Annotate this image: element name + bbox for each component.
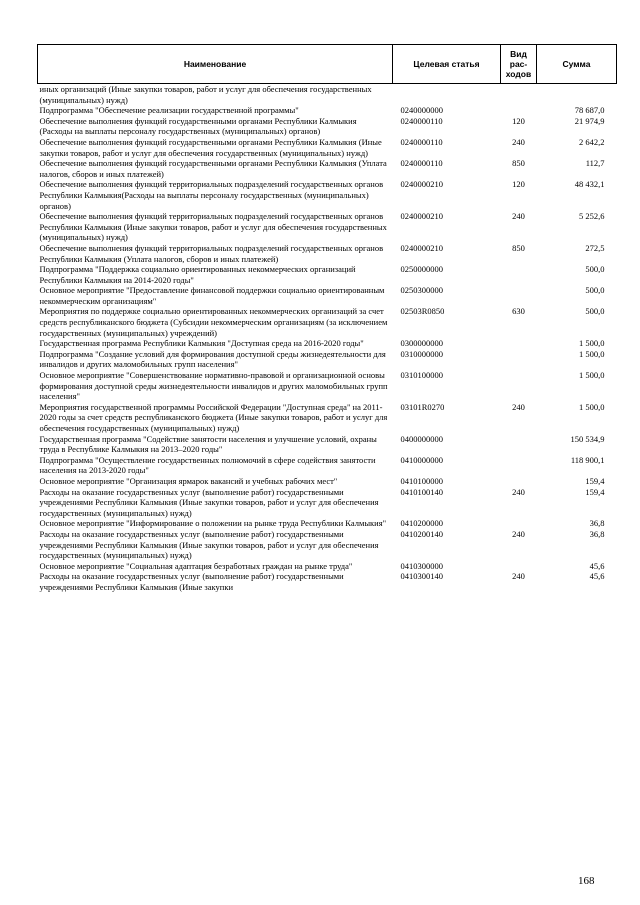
row-amount: 1 500,0: [579, 370, 605, 381]
row-amount: 1 500,0: [579, 338, 605, 349]
row-target-article: 0240000210: [400, 179, 443, 190]
row-expense-kind: [501, 455, 537, 476]
row-expense-kind: [501, 349, 537, 370]
row-expense-kind: 240: [512, 528, 525, 539]
row-amount: 36,8: [589, 518, 605, 529]
row-name: Мероприятия государственной программы Российской Федерации "Доступная среда" на 2011-2020 годы за счет средств республиканского бюджета (Иные закупки товаров, работ и услуг для обеспечения государственных (муниципальных) нужд): [39, 401, 388, 433]
row-expense-kind: 630: [512, 306, 525, 317]
row-name: Обеспечение выполнения функций государственными органами Республики Калмыкия (Уплата налогов, сборов и иных платежей): [39, 158, 387, 179]
row-name: Расходы на оказание государственных услуг (выполнение работ) государственными учреждениями Республики Калмыкия (Иные закупки: [39, 571, 344, 592]
row-amount: 2 642,2: [579, 136, 605, 147]
table-row: [38, 529, 617, 561]
row-target-article: 0250300000: [400, 285, 443, 296]
header-amount: Сумма: [537, 45, 617, 84]
row-expense-kind: [501, 264, 537, 285]
row-target-article: 0410000000: [400, 454, 443, 465]
table-row: [38, 264, 617, 285]
row-target-article: 0310100000: [400, 370, 443, 381]
table-row: [38, 338, 617, 349]
table-row: [38, 434, 617, 455]
table-row: [38, 105, 617, 116]
table-row: [38, 476, 617, 487]
row-name: Подпрограмма "Создание условий для формирования доступной среды жизнедеятельности для инвалидов и других маломобильных групп населения": [39, 348, 386, 370]
row-amount: 112,7: [585, 158, 605, 169]
row-name: Обеспечение выполнения функций территориальных подразделений государственных органов Республики Калмыкия(Расходы на выплаты персоналу государственных (муниципальных) органов): [39, 179, 384, 211]
row-target-article: 0300000000: [400, 338, 443, 349]
table-row: [38, 179, 617, 211]
table-row: [38, 370, 617, 402]
row-amount: [537, 84, 617, 106]
row-amount: 500,0: [585, 264, 605, 275]
row-target-article: 0410300140: [400, 571, 443, 582]
row-expense-kind: [501, 434, 537, 455]
row-expense-kind: [501, 84, 537, 106]
row-name: Расходы на оказание государственных услуг (выполнение работ) государственными учреждениями Республики Калмыкия (Иные закупки товаров, работ и услуг для обеспечения государственных (муниципальных) нужд): [39, 486, 379, 518]
table-row: [38, 306, 617, 338]
row-amount: 21 974,9: [574, 115, 605, 126]
row-target-article: 0240000000: [400, 105, 443, 116]
row-expense-kind: 240: [512, 211, 525, 222]
row-expense-kind: 120: [512, 115, 525, 126]
row-expense-kind: [501, 518, 537, 529]
row-target-article: 0250000000: [400, 264, 443, 275]
row-expense-kind: [501, 370, 537, 402]
row-name: Мероприятия по поддержке социально ориентированных некоммерческих организаций за счет средств республиканского бюджета (Субсидии некоммерческим организациям (за исключением государственных (муниципальных) учреждений): [39, 306, 388, 338]
row-name: Государственная программа "Содействие занятости населения и улучшение условий, охраны труда в Республике Калмыкия на 2013–2020 годы": [39, 433, 377, 455]
table-row: [38, 84, 617, 106]
row-amount: 5 252,6: [579, 211, 605, 222]
row-name: Обеспечение выполнения функций государственными органами Республики Калмыкия (Иные закупки товаров, работ и услуг для обеспечения государственных (муниципальных) нужд): [39, 136, 382, 158]
table-row: [38, 158, 617, 179]
table-row: [38, 518, 617, 529]
row-name: иных организаций (Иные закупки товаров, работ и услуг для обеспечения государственных (муниципальных) нужд): [39, 84, 372, 105]
row-name: Основное мероприятие "Совершенствование нормативно-правовой и организационной основы формирования доступной среды жизнедеятельности инвалидов и других маломобильных групп населения": [39, 370, 388, 402]
row-amount: 150 534,9: [570, 433, 605, 444]
row-target-article: 03101R0270: [400, 401, 445, 412]
row-amount: 118 900,1: [570, 454, 605, 465]
budget-table-sheet: [37, 44, 616, 593]
row-name: Подпрограмма "Осуществление государственных полномочий в сфере содействия занятости населения на 2013-2020 годы": [39, 454, 376, 476]
row-target-article: 0240000110: [400, 158, 443, 169]
table-row: [38, 349, 617, 370]
row-target-article: 02503R0850: [400, 306, 445, 317]
row-expense-kind: [501, 285, 537, 306]
table-row: [38, 243, 617, 264]
row-target-article: 0410300000: [400, 560, 443, 571]
row-name: Подпрограмма "Обеспечение реализации государственной программы": [39, 105, 299, 116]
row-expense-kind: 240: [512, 486, 525, 497]
row-amount: 1 500,0: [579, 348, 605, 359]
row-target-article: 0310000000: [400, 348, 443, 359]
row-target-article: 0240000210: [400, 242, 443, 253]
row-amount: 36,8: [589, 528, 605, 539]
row-name: Основное мероприятие "Социальная адаптация безработных граждан на рынке труда": [39, 560, 353, 571]
row-target-article: 0240000110: [400, 136, 443, 147]
row-target-article: 0410100000: [400, 475, 443, 486]
page-number: 168: [578, 875, 595, 887]
row-amount: 45,6: [589, 560, 605, 571]
row-amount: 48 432,1: [574, 179, 605, 190]
row-expense-kind: 850: [512, 158, 525, 169]
row-target-article: [393, 84, 501, 106]
header-target-article: Целевая статья: [393, 45, 501, 84]
table-row: [38, 285, 617, 306]
row-name: Обеспечение выполнения функций государственными органами Республики Калмыкия (Расходы на выплаты персоналу государственных (муниципальных) органов): [39, 115, 357, 137]
row-target-article: 0240000110: [400, 115, 443, 126]
row-expense-kind: [501, 105, 537, 116]
table-row: [38, 211, 617, 243]
row-name: Основное мероприятие "Организация ярмарок вакансий и учебных рабочих мест": [39, 475, 338, 486]
table-row: [38, 487, 617, 519]
row-amount: 159,4: [585, 486, 605, 497]
row-amount: 159,4: [585, 475, 605, 486]
row-name: Подпрограмма "Поддержка социально ориентированных некоммерческих организаций Республики Калмыкия на 2014-2020 годы": [39, 264, 356, 285]
row-target-article: 0410100140: [400, 486, 443, 497]
row-target-article: 0240000210: [400, 211, 443, 222]
row-amount: 78 687,0: [574, 105, 605, 116]
row-amount: 45,6: [589, 571, 605, 582]
header-name: Наименование: [38, 45, 393, 84]
row-name: Государственная программа Республики Калмыкия "Доступная среда на 2016-2020 годы": [39, 338, 364, 349]
row-amount: 1 500,0: [579, 401, 605, 412]
row-amount: 500,0: [585, 285, 605, 296]
row-name: Основное мероприятие "Информирование о положении на рынке труда Республики Калмыкия": [39, 518, 387, 529]
row-name: Основное мероприятие "Предоставление финансовой поддержки социально ориентированным некоммерческим организациям": [39, 285, 385, 306]
budget-table: [37, 44, 617, 593]
table-row: [38, 561, 617, 572]
row-amount: 272,5: [585, 242, 605, 253]
row-target-article: 0410200000: [400, 518, 443, 529]
row-expense-kind: 120: [512, 179, 525, 190]
row-name: Обеспечение выполнения функций территориальных подразделений государственных органов Республики Калмыкия (Уплата налогов, сборов и иных платежей): [39, 242, 384, 264]
table-header-row: [38, 45, 617, 84]
row-expense-kind: 850: [512, 242, 525, 253]
table-row: [38, 137, 617, 158]
row-expense-kind: 240: [512, 136, 525, 147]
row-expense-kind: [501, 476, 537, 487]
row-expense-kind: 240: [512, 401, 525, 412]
header-expense-kind: Вид рас-ходов: [501, 45, 537, 84]
row-target-article: 0410200140: [400, 528, 443, 539]
table-row: [38, 116, 617, 137]
table-body: [38, 84, 617, 593]
table-row: [38, 402, 617, 434]
row-expense-kind: [501, 561, 537, 572]
row-target-article: 0400000000: [400, 433, 443, 444]
row-expense-kind: 240: [512, 571, 525, 582]
table-row: [38, 455, 617, 476]
table-row: [38, 571, 617, 592]
row-name: Расходы на оказание государственных услуг (выполнение работ) государственными учреждениями Республики Калмыкия (Иные закупки товаров, работ и услуг для обеспечения государственных (муниципальных) нужд): [39, 528, 379, 561]
row-amount: 500,0: [585, 306, 605, 317]
row-expense-kind: [501, 338, 537, 349]
row-name: Обеспечение выполнения функций территориальных подразделений государственных органов Республики Калмыкия (Иные закупки товаров, работ и услуг для обеспечения государственных (муниципальных) нужд): [39, 211, 387, 243]
